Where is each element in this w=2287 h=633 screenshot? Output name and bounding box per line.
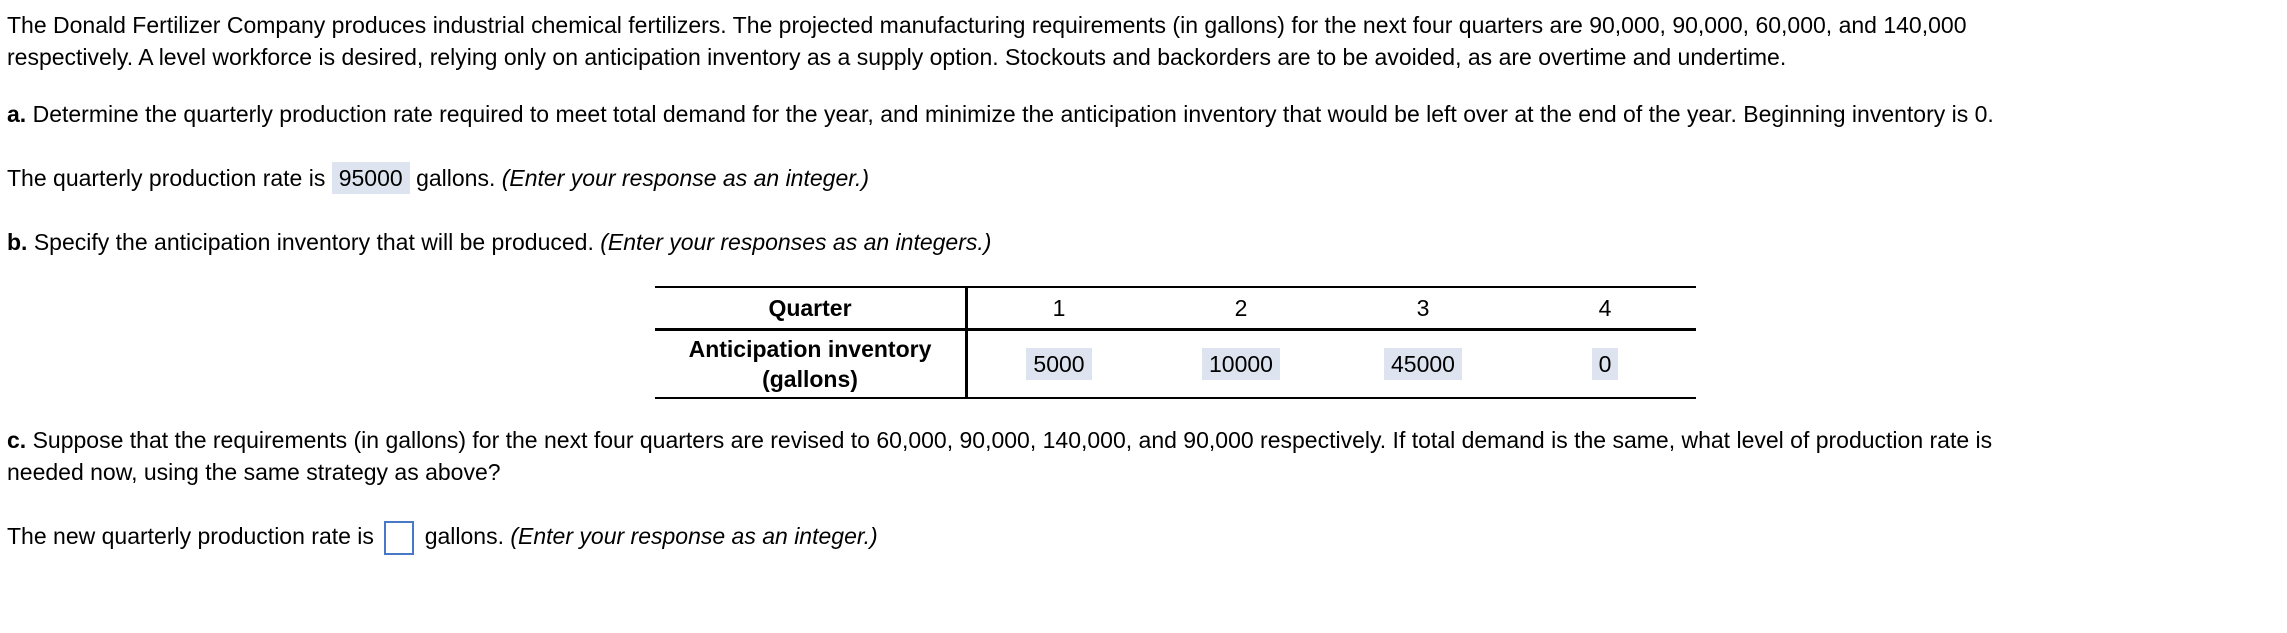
anticipation-inventory-row-label — [655, 330, 967, 399]
part-a-question — [7, 98, 1994, 130]
quarter-2-cell — [1150, 330, 1332, 399]
part-c-label: c. — [7, 427, 27, 453]
anticipation-inventory-table — [655, 286, 1696, 399]
table-row — [655, 330, 1696, 399]
quarter-2-header: 2 — [1150, 287, 1332, 330]
part-b-label: b. — [7, 229, 28, 255]
part-c-question-line-2: needed now, using the same strategy as above? — [7, 459, 501, 485]
part-c-question-line-1 — [7, 424, 1992, 456]
part-c-answer-line — [7, 520, 878, 555]
part-b-question — [7, 226, 991, 258]
part-a-hint: (Enter your response as an integer.) — [501, 165, 870, 191]
quarter-4-cell — [1514, 330, 1696, 399]
part-a-answer-prefix: The quarterly production rate is — [7, 165, 326, 191]
new-production-rate-input[interactable] — [384, 521, 414, 555]
quarter-2-inventory-answer[interactable]: 10000 — [1202, 348, 1280, 380]
quarter-1-header: 1 — [967, 287, 1151, 330]
quarter-3-header: 3 — [1332, 287, 1514, 330]
part-c-hint: (Enter your response as an integer.) — [510, 523, 878, 549]
row-label-line-1: Anticipation inventory — [688, 336, 932, 362]
part-c-text: Suppose that the requirements (in gallons) for the next four quarters are revised to 60,000, 90,000, 140,000, and 90,000 respectively. If total demand is the same, what level of production rate is — [32, 427, 1993, 453]
quarter-header: Quarter — [655, 287, 967, 330]
part-a-answer-line — [7, 162, 869, 194]
intro-line-1: The Donald Fertilizer Company produces industrial chemical fertilizers. The projected manufacturing requirements (in gallons) for the next four quarters are 90,000, 90,000, 60,000, and 140,000 — [7, 12, 1967, 38]
production-rate-answer[interactable]: 95000 — [332, 162, 410, 194]
intro-line-2: respectively. A level workforce is desired, relying only on anticipation inventory as a supply option. Stockouts and backorders are to be avoided, as are overtime and undertime. — [7, 44, 1787, 70]
part-c-answer-prefix: The new quarterly production rate is — [7, 523, 374, 549]
row-label-line-2: (gallons) — [762, 366, 858, 392]
quarter-4-inventory-answer[interactable]: 0 — [1592, 348, 1619, 380]
part-b-text: Specify the anticipation inventory that will be produced. — [33, 229, 594, 255]
table-header-row — [655, 287, 1696, 330]
quarter-3-inventory-answer[interactable]: 45000 — [1384, 348, 1462, 380]
quarter-3-cell — [1332, 330, 1514, 399]
quarter-4-header: 4 — [1514, 287, 1696, 330]
part-b-hint: (Enter your responses as an integers.) — [600, 229, 992, 255]
part-a-text: Determine the quarterly production rate required to meet total demand for the year, and minimize the anticipation inventory that would be left over at the end of the year. Beginning inventory is 0. — [32, 101, 1994, 127]
part-c-answer-suffix: gallons. — [424, 523, 504, 549]
quarter-1-cell — [967, 330, 1151, 399]
part-a-answer-suffix: gallons. — [416, 165, 496, 191]
part-a-label: a. — [7, 101, 27, 127]
quarter-1-inventory-answer[interactable]: 5000 — [1026, 348, 1091, 380]
